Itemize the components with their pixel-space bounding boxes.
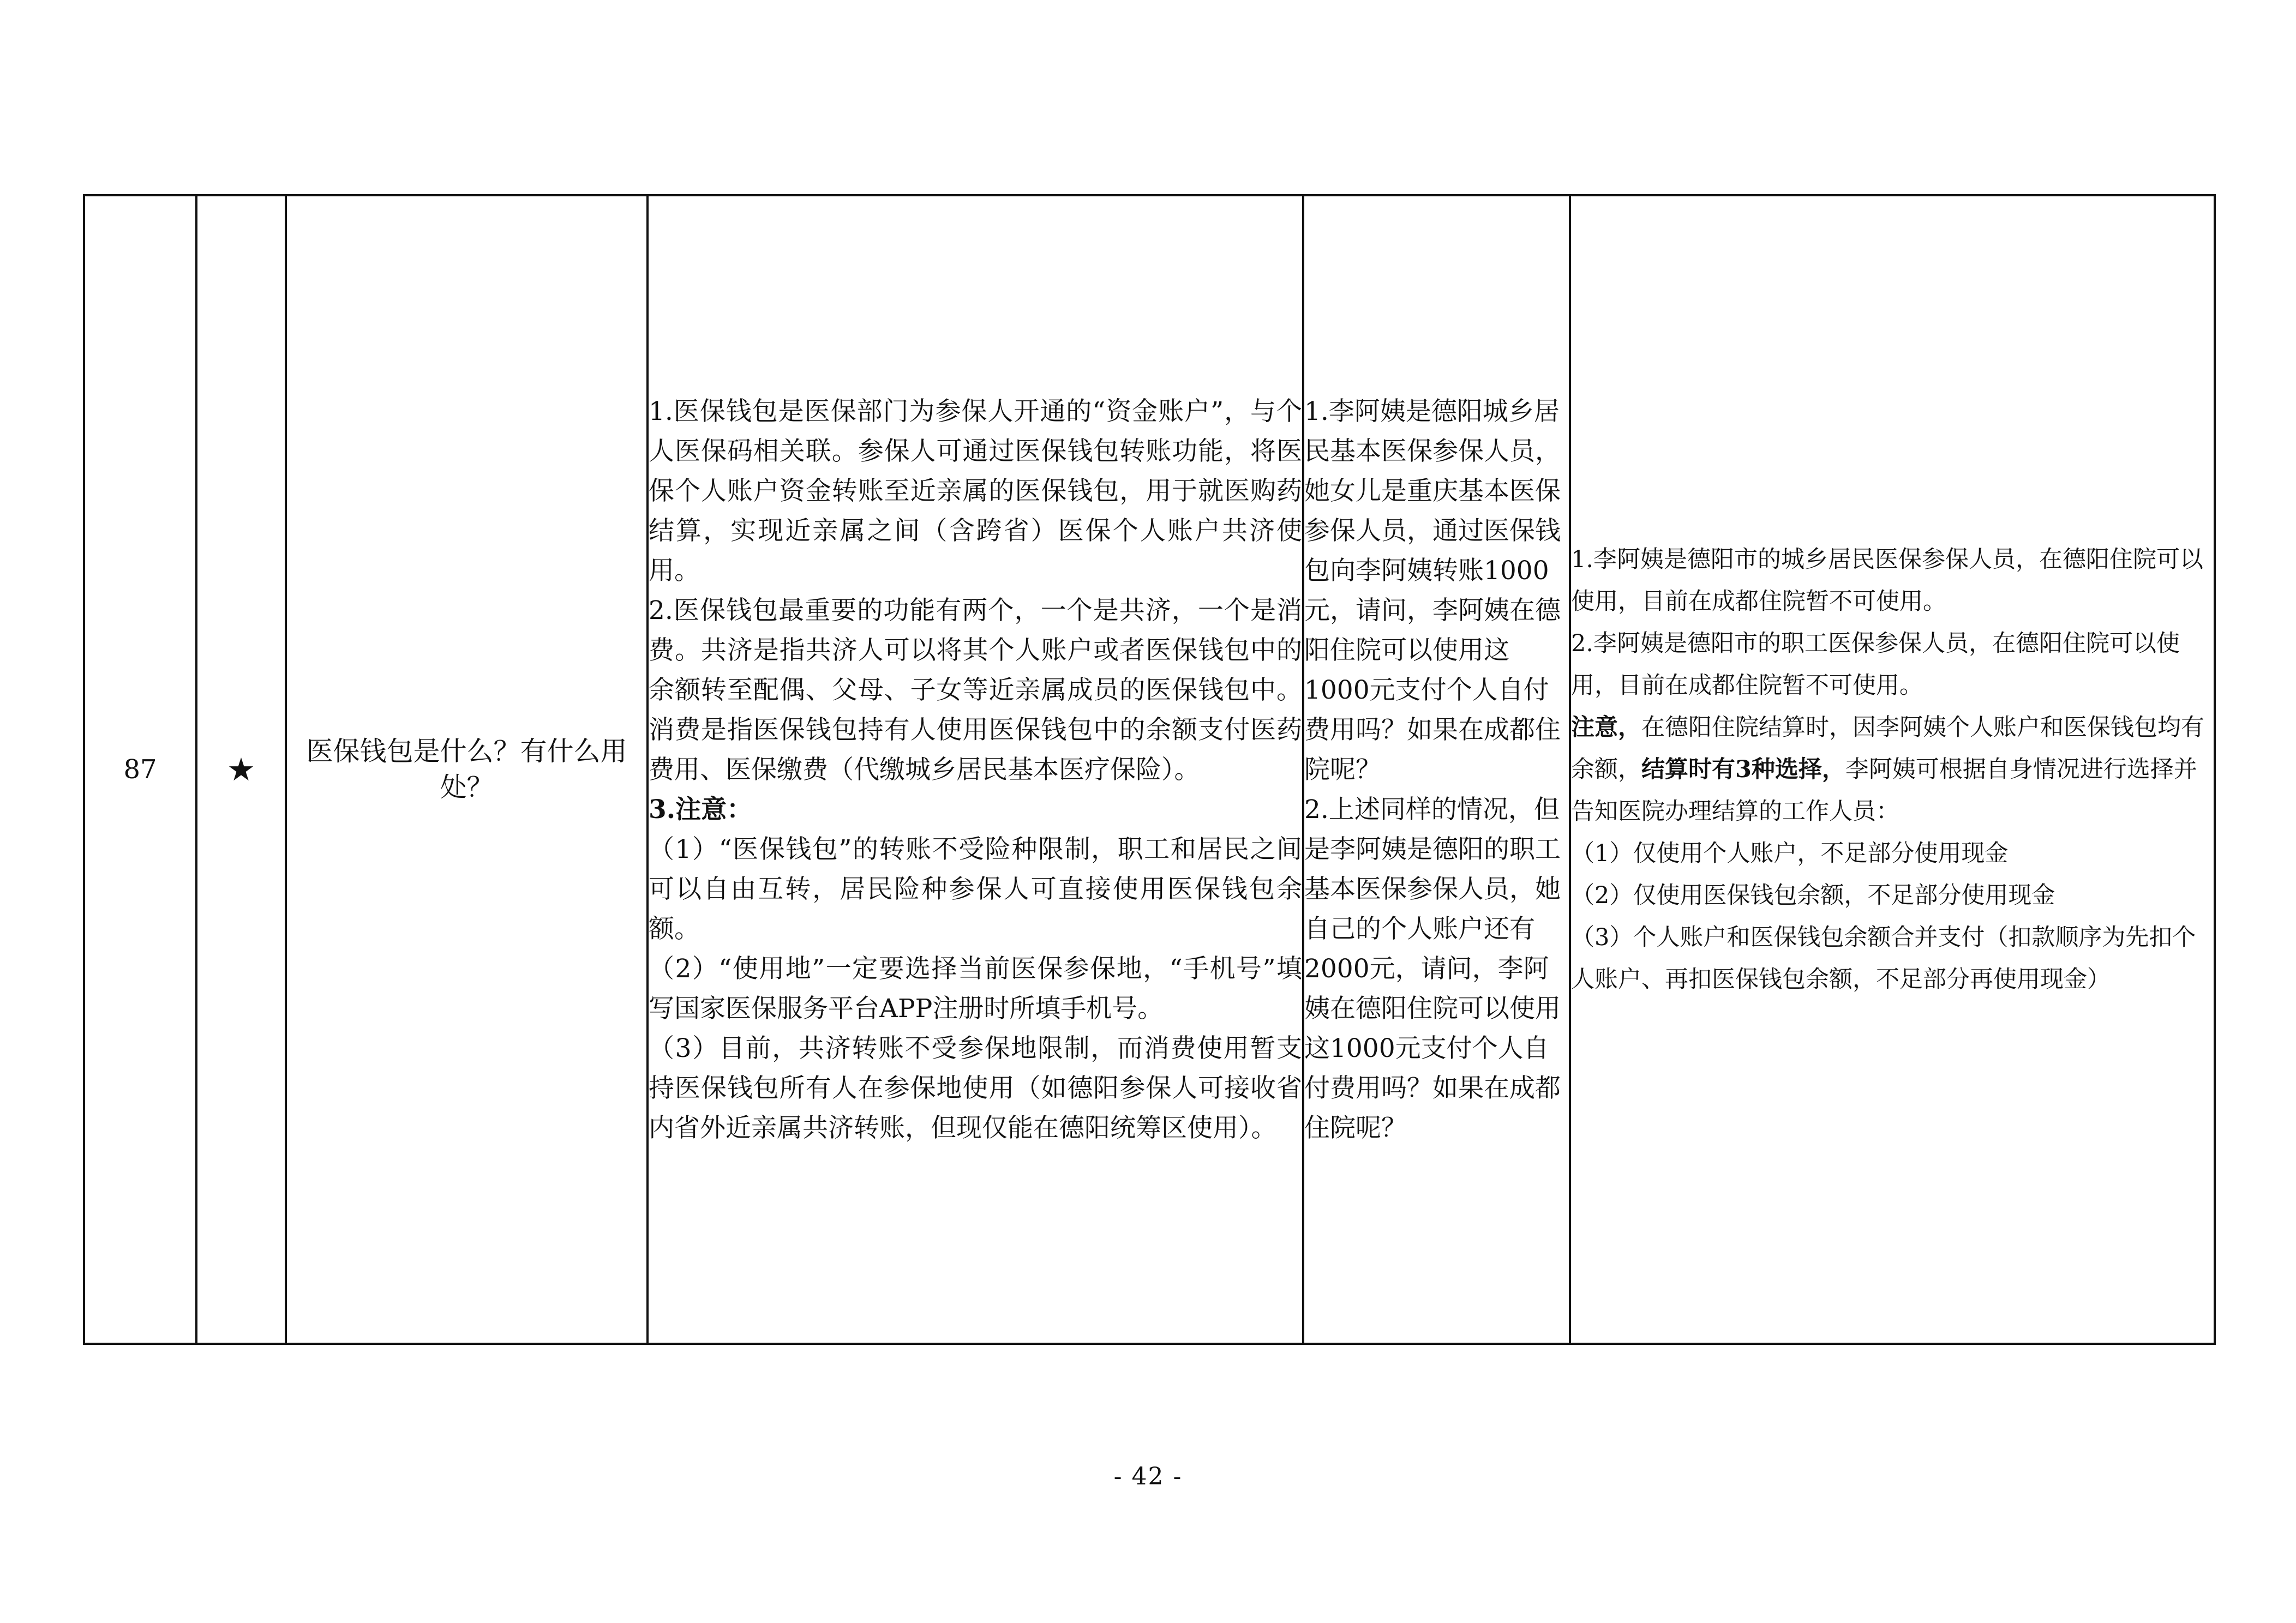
reply-answer-1: 1.李阿姨是德阳市的城乡居民医保参保人员，在德阳住院可以使用，目前在成都住院暂不可使用。 [1571, 545, 2204, 615]
row-number-cell [84, 195, 196, 1344]
case-cell [1303, 195, 1570, 1344]
case-question-2: 2.上述同样的情况，但是李阿姨是德阳的职工基本医保参保人员，她自己的个人账户还有2000元，请问，李阿姨在德阳住院可以使用这1000元支付个人自付费用吗？如果在成都住院呢？ [1304, 794, 1561, 1143]
answer-cell [648, 195, 1303, 1344]
answer-note-heading: 3.注意： [649, 794, 753, 825]
reply-note-bold: 结算时有3种选择， [1641, 755, 1845, 783]
answer-paragraph-2: 2.医保钱包最重要的功能有两个，一个是共济，一个是消费。共济是指共济人可以将其个人账户或者医保钱包中的余额转至配偶、父母、子女等近亲属成员的医保钱包中。消费是指医保钱包持有人使用医保钱包中的余额支付医药费用、医保缴费（代缴城乡居民基本医疗保险）。 [649, 595, 1302, 785]
answer-note-2: （2）“使用地”一定要选择当前医保参保地，“手机号”填写国家医保服务平台APP注册时所填手机号。 [649, 953, 1302, 1024]
reply-cell [1570, 195, 2215, 1344]
reply-note-text-1: 在德阳住院结算时，因李阿姨个人账户和医保钱包均有余额， [1571, 713, 2204, 783]
table-row [84, 195, 2215, 1344]
page-number: - 42 - [1113, 1463, 1183, 1490]
reply-option-2: （2）仅使用医保钱包余额，不足部分使用现金 [1571, 881, 2055, 909]
reply-option-1: （1）仅使用个人账户，不足部分使用现金 [1571, 839, 2009, 867]
reply-answer-2: 2.李阿姨是德阳市的职工医保参保人员，在德阳住院可以使用，目前在成都住院暂不可使用。 [1571, 629, 2180, 699]
row-number: 87 [123, 754, 157, 785]
reply-note [1571, 707, 2214, 833]
question-cell [286, 195, 648, 1344]
reply-note-label: 注意， [1571, 713, 1641, 741]
case-question-1: 1.李阿姨是德阳城乡居民基本医保参保人员，她女儿是重庆基本医保参保人员，通过医保钱包向李阿姨转账1000元，请问，李阿姨在德阳住院可以使用这1000元支付个人自付费用吗？如果在成都住院呢？ [1304, 396, 1561, 785]
answer-note-1: （1）“医保钱包”的转账不受险种限制，职工和居民之间可以自由互转，居民险种参保人可直接使用医保钱包余额。 [649, 834, 1302, 944]
answer-paragraph-1: 1.医保钱包是医保部门为参保人开通的“资金账户”，与个人医保码相关联。参保人可通过医保钱包转账功能，将医保个人账户资金转账至近亲属的医保钱包，用于就医购药结算，实现近亲属之间（含跨省）医保个人账户共济使用。 [649, 396, 1302, 586]
question-text: 医保钱包是什么？有什么用处？ [306, 736, 627, 803]
qa-table [83, 194, 2216, 1345]
star-cell [196, 195, 286, 1344]
reply-option-3: （3）个人账户和医保钱包余额合并支付（扣款顺序为先扣个人账户、再扣医保钱包余额，不足部分再使用现金） [1571, 923, 2196, 993]
reply-note-text-2: 李阿姨可根据自身情况进行选择并告知医院办理结算的工作人员： [1571, 755, 2197, 825]
star-icon: ★ [227, 751, 255, 788]
answer-note-3: （3）目前，共济转账不受参保地限制，而消费使用暂支持医保钱包所有人在参保地使用（如德阳参保人可接收省内省外近亲属共济转账，但现仅能在德阳统筹区使用）。 [649, 1033, 1302, 1143]
